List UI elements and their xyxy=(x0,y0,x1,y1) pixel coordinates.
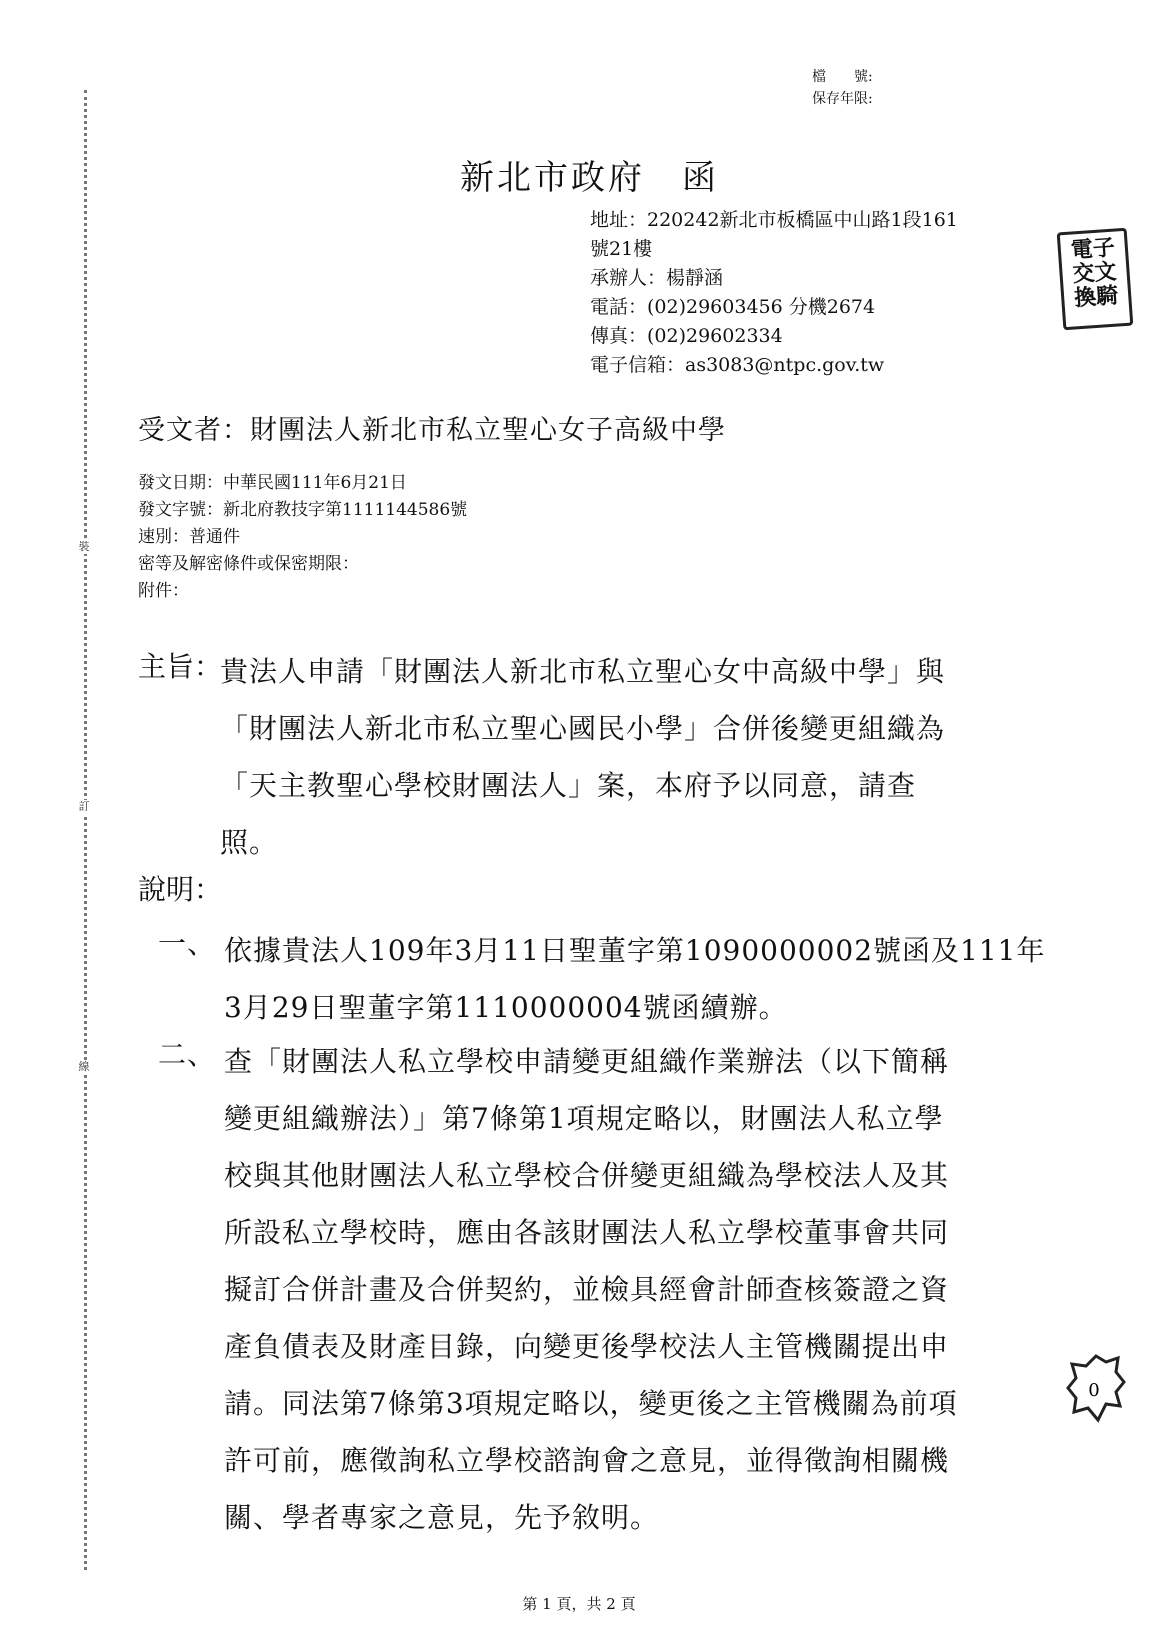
secrecy-level: 密等及解密條件或保密期限： xyxy=(138,554,359,574)
issue-date: 發文日期：中華民國111年6月21日 xyxy=(138,473,407,493)
binding-mark-ding: 訂 xyxy=(76,800,92,814)
sender-handler: 承辦人：楊靜涵 xyxy=(590,267,724,289)
item-number: 二、 xyxy=(158,1038,217,1071)
description-label: 說明： xyxy=(138,873,223,906)
seal-icon xyxy=(1066,1352,1126,1428)
subject-body xyxy=(220,643,1020,871)
sender-address-line2: 號21樓 xyxy=(590,238,653,260)
subject-line: 「財團法人新北市私立聖心國民小學」合併後變更組織為 xyxy=(220,712,946,745)
subject-line: 「天主教聖心學校財團法人」案，本府予以同意，請查 xyxy=(220,769,917,802)
binding-mark-xian: 線 xyxy=(76,1060,92,1074)
item-line: 查「財團法人私立學校申請變更組織作業辦法（以下簡稱 xyxy=(224,1045,950,1078)
speed-class: 速別：普通件 xyxy=(138,527,240,547)
file-meta xyxy=(812,66,873,110)
attachment: 附件： xyxy=(138,581,189,601)
retention-period-label: 保存年限: xyxy=(812,91,873,107)
item-line: 許可前，應徵詢私立學校諮詢會之意見，並得徵詢相關機 xyxy=(224,1444,950,1477)
subject-line: 貴法人申請「財團法人新北市私立聖心女中高級中學」與 xyxy=(220,655,946,688)
sender-address-line1: 地址：220242新北市板橋區中山路1段161 xyxy=(590,209,958,231)
sender-info xyxy=(590,206,1020,380)
description-item-2 xyxy=(158,1033,1018,1534)
document-title: 新北市政府 函 xyxy=(460,158,719,198)
sender-email: 電子信箱：as3083@ntpc.gov.tw xyxy=(590,354,885,376)
sender-phone: 電話：(02)29603456 分機2674 xyxy=(590,296,876,318)
item-line: 關、學者專家之意見，先予敘明。 xyxy=(224,1501,660,1534)
item-text xyxy=(224,922,1045,1036)
binding-mark-zhuang: 裝 xyxy=(76,540,92,554)
page-footer: 第 1 頁，共 2 頁 xyxy=(522,1595,636,1613)
item-line: 所設私立學校時，應由各該財團法人私立學校董事會共同 xyxy=(224,1216,950,1249)
subject-label: 主旨： xyxy=(138,650,223,683)
item-line: 變更組織辦法）」第7條第1項規定略以，財團法人私立學 xyxy=(224,1102,944,1135)
item-text xyxy=(224,1033,958,1546)
file-number-label: 檔 號: xyxy=(812,69,873,85)
sender-fax: 傳真：(02)29602334 xyxy=(590,325,783,347)
item-line: 校與其他財團法人私立學校合併變更組織為學校法人及其 xyxy=(224,1159,950,1192)
seal-text: 0 xyxy=(1088,1380,1100,1401)
document-number: 發文字號：新北府教技字第1111144586號 xyxy=(138,500,468,520)
description-item-1 xyxy=(158,922,1046,1042)
document-meta xyxy=(138,470,467,605)
item-line: 請。同法第7條第3項規定略以，變更後之主管機關為前項 xyxy=(224,1387,958,1420)
item-line: 3月29日聖董字第1110000004號函續辦。 xyxy=(224,991,788,1024)
item-line: 產負債表及財產目錄，向變更後學校法人主管機關提出申 xyxy=(224,1330,950,1363)
subject-line: 照。 xyxy=(220,826,279,859)
electronic-exchange-stamp: 電子交文換騎 xyxy=(1057,228,1134,331)
recipient: 受文者：財團法人新北市私立聖心女子高級中學 xyxy=(138,415,726,446)
binding-line xyxy=(84,90,87,1570)
item-line: 擬訂合併計畫及合併契約，並檢具經會計師查核簽證之資 xyxy=(224,1273,950,1306)
item-line: 依據貴法人109年3月11日聖董字第1090000002號函及111年 xyxy=(224,934,1046,967)
item-number: 一、 xyxy=(158,927,217,960)
